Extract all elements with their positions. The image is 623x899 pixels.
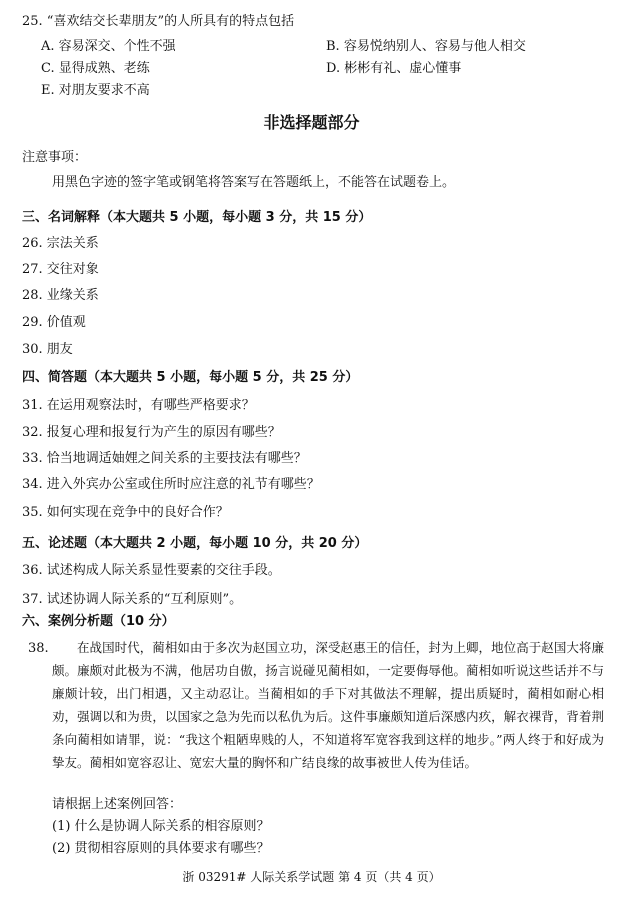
notice-title: 注意事项： (22, 150, 88, 165)
question-25-option-c: C. 显得成熟、老练 (41, 61, 150, 76)
question-38-number: 38. (28, 641, 49, 656)
case-prompt: 请根据上述案例回答： (52, 797, 183, 812)
question-30: 30. 朋友 (22, 342, 73, 357)
question-26: 26. 宗法关系 (22, 236, 99, 251)
section-5-header: 五、论述题（本大题共 2 小题，每小题 10 分，共 20 分） (22, 536, 368, 551)
page-footer: 浙 03291# 人际关系学试题 第 4 页（共 4 页） (182, 870, 441, 884)
part-title: 非选择题部分 (263, 113, 360, 132)
question-27: 27. 交往对象 (22, 262, 99, 277)
question-37: 37. 试述协调人际关系的“互利原则”。 (22, 592, 243, 607)
question-25-option-a: A. 容易深交、个性不强 (41, 39, 176, 54)
question-25-option-b: B. 容易悦纳别人、容易与他人相交 (326, 39, 526, 54)
question-25-stem: 25. “喜欢结交长辈朋友”的人所具有的特点包括 (22, 14, 295, 29)
notice-text: 用黑色字迹的签字笔或钢笔将答案写在答题纸上，不能答在试题卷上。 (52, 175, 456, 190)
question-25-option-d: D. 彬彬有礼、虚心懂事 (326, 61, 462, 76)
question-31: 31. 在运用观察法时，有哪些严格要求？ (22, 398, 255, 413)
section-6-header: 六、案例分析题（10 分） (22, 614, 175, 629)
sub-question-1: (1) 什么是协调人际关系的相容原则？ (52, 819, 270, 834)
question-36: 36. 试述构成人际关系显性要素的交往手段。 (22, 563, 281, 578)
question-29: 29. 价值观 (22, 315, 86, 330)
question-32: 32. 报复心理和报复行为产生的原因有哪些？ (22, 425, 281, 440)
section-4-header: 四、简答题（本大题共 5 小题，每小题 5 分，共 25 分） (22, 370, 359, 385)
question-25-option-e: E. 对朋友要求不高 (41, 83, 150, 98)
question-34: 34. 进入外宾办公室或住所时应注意的礼节有哪些？ (22, 477, 320, 492)
sub-question-2: (2) 贯彻相容原则的具体要求有哪些？ (52, 841, 270, 856)
question-33: 33. 恰当地调适妯娌之间关系的主要技法有哪些？ (22, 451, 307, 466)
question-35: 35. 如何实现在竞争中的良好合作？ (22, 505, 229, 520)
question-28: 28. 业缘关系 (22, 288, 99, 303)
case-text: 在战国时代，蔺相如由于多次为赵国立功，深受赵惠王的信任，封为上卿，地位高于赵国大将廉颇。廉颇对此极为不满，他居功自傲，扬言说碰见蔺相如，一定要侮辱他。蔺相如听说这些话并不与廉颇计较，出门相遇，又主动忍让。当蔺相如的手下对其做法不理解，提出质疑时，蔺相如耐心相劝，强调以和为贵，以国家之急为先而以私仇为后。这件事廉颇知道后深感内疚，解衣裸背，背着荆条向蔺相如请罪，说：“我这个粗陋卑贱的人，不知道将军宽容我到这样的地步。”两人终于和好成为挚友。蔺相如宽容忍让、宽宏大量的胸怀和广结良缘的故事被世人传为佳话。 (52, 640, 604, 770)
section-3-header: 三、名词解释（本大题共 5 小题，每小题 3 分，共 15 分） (22, 210, 372, 225)
